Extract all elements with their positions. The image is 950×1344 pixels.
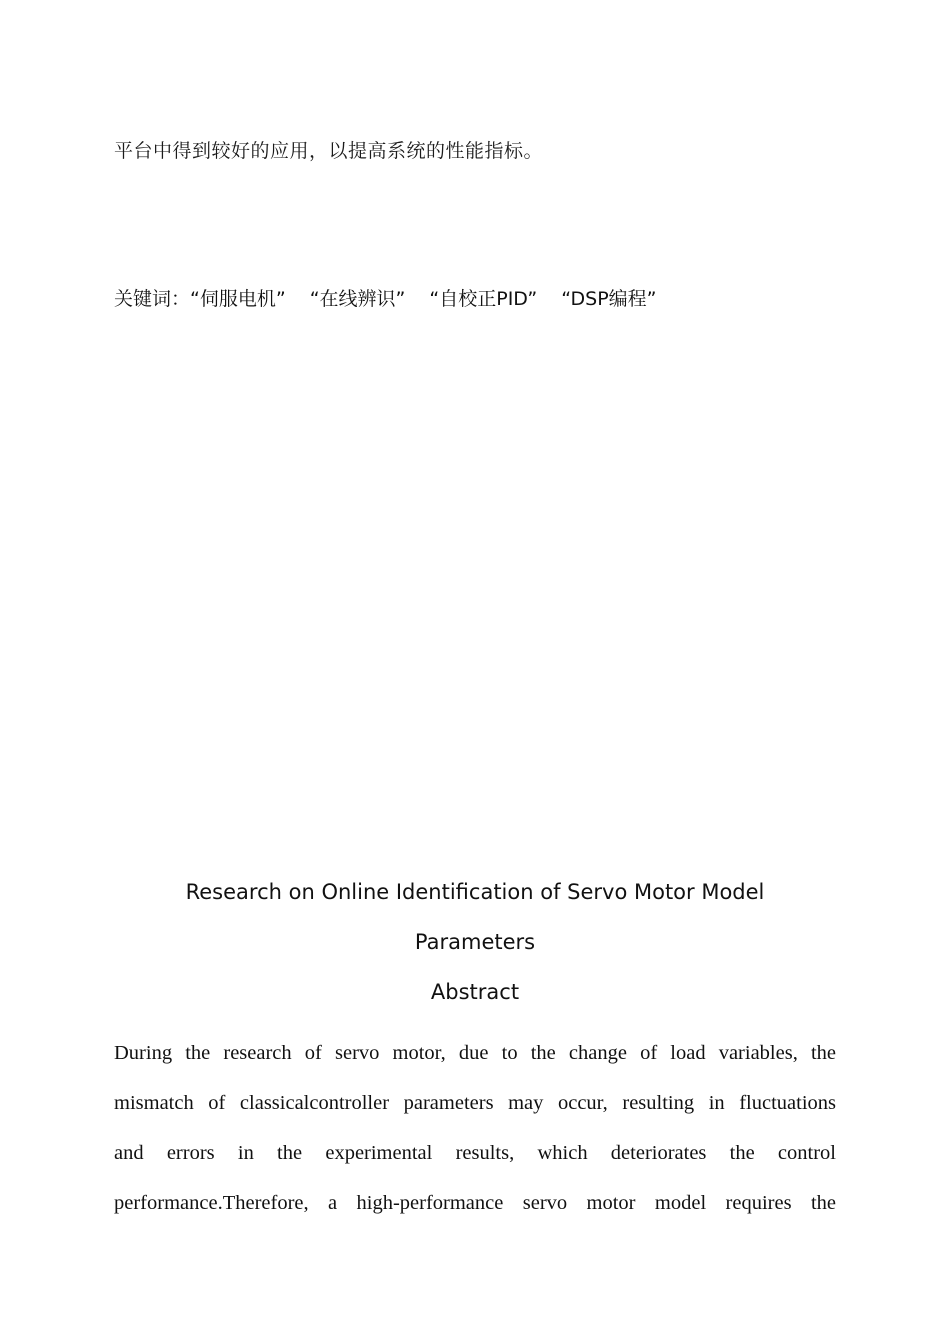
- abstract-line: During the research of servo motor, due to the change of load variables, the: [114, 1042, 836, 1064]
- keyword-item: “DSP编程”: [561, 288, 657, 310]
- abstract-line: performance.Therefore, a high-performance servo motor model requires the: [114, 1192, 836, 1214]
- keyword-item: “自校正PID”: [429, 288, 538, 310]
- keywords-line: [114, 284, 681, 311]
- keyword-item: “在线辨识”: [309, 288, 406, 310]
- english-title-line-2: Parameters: [414, 930, 536, 954]
- chinese-abstract-closing-line: 平台中得到较好的应用，以提高系统的性能指标。: [114, 140, 544, 162]
- keyword-item: “伺服电机”: [190, 288, 286, 310]
- abstract-line: mismatch of classicalcontroller parameters may occur, resulting in fluctuations: [114, 1092, 836, 1114]
- abstract-line: and errors in the experimental results, which deteriorates the control: [114, 1142, 836, 1164]
- keywords-label: 关键词：: [114, 288, 191, 310]
- abstract-heading: Abstract: [430, 980, 520, 1004]
- english-title-line-1: Research on Online Identification of Servo Motor Model: [185, 880, 765, 904]
- abstract-body: [114, 1028, 836, 1228]
